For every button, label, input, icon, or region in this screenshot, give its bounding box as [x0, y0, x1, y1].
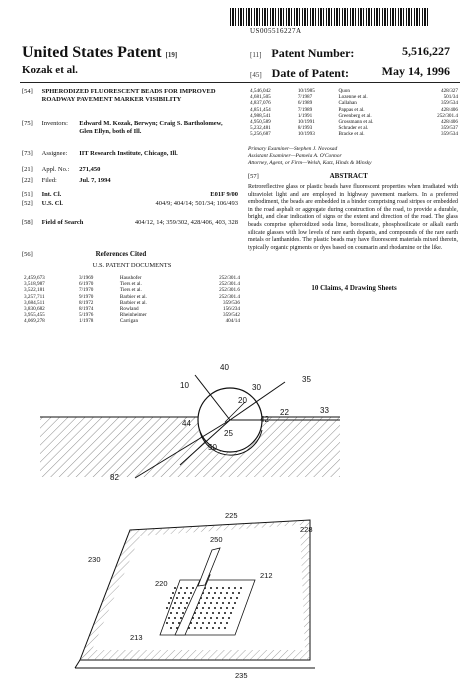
document-title [22, 44, 177, 62]
figure-2-label: 235 [235, 671, 248, 680]
ref-date: 3/1969 [78, 275, 94, 281]
bead-dot [168, 617, 170, 619]
bead-dot [180, 617, 182, 619]
figure-1-label: 42 [260, 415, 269, 424]
ref-patent-number: 4,546,042 [250, 88, 271, 94]
ref-date: 10/1985 [297, 88, 315, 94]
bead-dot [180, 602, 182, 604]
bead-dot [214, 622, 216, 624]
claims-summary: 10 Claims, 4 Drawing Sheets [311, 284, 397, 292]
bead-dot [178, 607, 180, 609]
bead-dot [222, 602, 224, 604]
bead-dot [208, 607, 210, 609]
bead-dot [208, 592, 210, 594]
ref-class: 428/406 [440, 119, 458, 126]
bead-dot [192, 587, 194, 589]
ref-date: 7/1989 [297, 106, 313, 113]
ref-date: 7/1987 [297, 94, 313, 101]
bead-dot [214, 607, 216, 609]
bead-dot [230, 612, 232, 614]
ref-date: 6/1970 [78, 281, 94, 288]
bead-dot [166, 622, 168, 624]
header-rule [20, 82, 460, 83]
references-table-left [22, 275, 242, 325]
field-22 [22, 177, 242, 185]
bead-dot [170, 597, 172, 599]
invention-title: SPHERODIZED FLUORESCENT BEADS FOR IMPROVED ROADWAY PAVEMENT MARKER VISIBILITY [41, 88, 216, 103]
ref-patent-number: 5,232,481 [250, 125, 271, 132]
bead-dot [210, 617, 212, 619]
ref-class: 252/301.4 [219, 293, 240, 300]
ref-inventor: Schrader et al. [338, 125, 369, 132]
bead-dot [204, 617, 206, 619]
ref-class: 428/327 [440, 88, 458, 94]
ref-class: 428/406 [440, 106, 458, 113]
patent-number-tag: [11] [250, 51, 262, 59]
field-of-search: 404/12, 14; 359/302, 428/406, 403, 328 [134, 219, 238, 226]
ref-inventor: Haushofer [119, 275, 142, 281]
bead-dot [190, 592, 192, 594]
bead-dot [184, 592, 186, 594]
bead-dot [216, 617, 218, 619]
ref-patent-number: 4,988,541 [250, 112, 271, 119]
bead-dot [214, 592, 216, 594]
figure-1-label: 82 [110, 473, 119, 482]
bead-dot [232, 607, 234, 609]
bead-dot [224, 612, 226, 614]
figure-1-label: 50 [208, 443, 217, 452]
ref-date: 7/1970 [78, 287, 94, 294]
assistant-examiner: Assistant Examiner—Pamela A. O'Connor [248, 153, 342, 159]
ref-date: 1/1978 [78, 318, 94, 325]
field-73 [22, 150, 242, 158]
ref-patent-number: 3,955,455 [24, 312, 45, 319]
ref-inventor: Barbier et al. [119, 293, 147, 300]
inventors: Edward M. Kozak, Berwyn; Craig S. Bartholomew, Glen Ellyn, both of Ill. [79, 120, 223, 135]
bead-dot [216, 602, 218, 604]
bead-dot [234, 602, 236, 604]
bead-dot [224, 597, 226, 599]
field-52 [22, 200, 242, 208]
bead-dot [188, 597, 190, 599]
ref-class: 252/301.4 [437, 112, 458, 119]
figure-2-label: 220 [155, 579, 168, 588]
ref-class: 359/536 [222, 299, 240, 306]
bead-dot [206, 597, 208, 599]
filed-date: Jul. 7, 1994 [79, 177, 111, 184]
bead-dot [226, 607, 228, 609]
bead-dot [180, 587, 182, 589]
field-58-num: [58] [22, 219, 33, 226]
ref-patent-number: 5,256,687 [250, 131, 271, 138]
bead-dot [228, 602, 230, 604]
bead-dot [202, 607, 204, 609]
field-51-num: [51] [22, 191, 33, 198]
ref-date: 5/1976 [78, 312, 94, 319]
bead-dot [174, 587, 176, 589]
ref-patent-number: 3,684,511 [24, 299, 45, 306]
bead-dot [216, 587, 218, 589]
bead-dot [220, 592, 222, 594]
ref-class: 252/301.4 [219, 281, 240, 288]
us-patent-documents-title: U.S. PATENT DOCUMENTS [92, 262, 172, 269]
bead-dot [170, 612, 172, 614]
bead-dot [184, 607, 186, 609]
ref-class: 252/301.6 [219, 287, 240, 294]
ref-inventor: Tiers et al. [119, 281, 142, 288]
ref-class: 404/14 [225, 318, 240, 325]
figure-2 [60, 510, 380, 680]
bead-dot [176, 597, 178, 599]
figure-2-label: 225 [225, 511, 238, 520]
bead-dot [200, 612, 202, 614]
bead-dot [186, 587, 188, 589]
bead-dot [174, 617, 176, 619]
bead-dot [210, 602, 212, 604]
abstract-header [248, 172, 460, 181]
bead-dot [240, 587, 242, 589]
bead-dot [234, 587, 236, 589]
bead-dot [218, 612, 220, 614]
bead-dot [224, 627, 226, 629]
bead-dot [206, 627, 208, 629]
ref-patent-number: 4,681,505 [250, 94, 271, 101]
field-52-num: [52] [22, 200, 33, 207]
bead-dot [212, 612, 214, 614]
ref-inventor: Barbier et al. [119, 299, 147, 306]
filed-label: Filed: [41, 177, 57, 184]
abstract-text: Retroreflective glass or plastic beads have fluorescent properties when irradiated with ultraviolet light and are employed in highway pavement markers. In a preferred embodiment, the beads are embedded in a binder comprising road stripes or embedded in the road asphalt or aggregate during construction of the road, to provide a durable, bright, and clear indication of signs or the extent and direction of the road. The glass beads comprise spheroidized soda lime, borosilicate, phosphosilicate or alkali earth silicate glasses with low levels of rare earth dopants, and compounds of the rare earth metals or lanthanides. The plastic beads may have fluorescent materials mixed therein, typically organic pigments or dyes based on coumarin and rhodamine or the like. [248, 184, 458, 251]
ref-date: 9/1970 [78, 293, 94, 300]
ref-patent-number: 3,518,987 [24, 281, 45, 288]
barcode [230, 8, 430, 26]
field-73-num: [73] [22, 150, 33, 157]
appl-no: 271,450 [79, 166, 101, 173]
bead-dot [178, 592, 180, 594]
ref-inventor: Rowland [119, 306, 139, 313]
bead-dot [218, 597, 220, 599]
bead-dot [196, 622, 198, 624]
figure-1-label: 30 [252, 383, 261, 392]
bead-dot [226, 622, 228, 624]
figure-2-label: 213 [130, 633, 143, 642]
ref-inventor: Bracke et al. [338, 131, 365, 138]
ref-patent-number: 4,950,589 [250, 119, 271, 126]
ref-inventor: Quon [338, 88, 350, 94]
bead-dot [222, 587, 224, 589]
ref-inventor: Grossmann et al. [338, 119, 374, 126]
bead-dot [182, 612, 184, 614]
ref-date: 8/1993 [297, 125, 313, 132]
bead-dot [222, 617, 224, 619]
bead-dot [212, 597, 214, 599]
bead-dot [194, 627, 196, 629]
references-table-right [248, 88, 460, 138]
ref-patent-number: 4,837,076 [250, 100, 271, 107]
abstract-num: [57] [248, 173, 259, 180]
figure-1 [40, 360, 440, 495]
patent-date: May 14, 1996 [381, 64, 450, 78]
us-cl: 404/9; 404/14; 501/34; 106/493 [155, 200, 238, 207]
ref-date: 6/1989 [297, 100, 313, 107]
ref-patent-number: 3,830,682 [24, 306, 45, 313]
inventors-label: Inventors: [41, 120, 68, 127]
reference-row [22, 318, 242, 324]
bottom-hatch [80, 650, 310, 660]
bead-dot [166, 607, 168, 609]
bead-dot [176, 612, 178, 614]
ref-class: 359/537 [440, 125, 458, 132]
bead-dot [218, 627, 220, 629]
figure-1-label: 35 [302, 375, 311, 384]
bead-dot [220, 622, 222, 624]
figure-2-label: 228 [300, 525, 313, 534]
bead-dot [210, 587, 212, 589]
bead-dot [208, 622, 210, 624]
primary-examiner: Primary Examiner—Stephen J. Novosad [248, 146, 338, 152]
ref-date: 8/1974 [78, 306, 94, 313]
ref-class: 252/301.4 [219, 275, 240, 281]
ref-patent-number: 2,459,673 [24, 275, 45, 281]
ref-class: 359/534 [440, 100, 458, 107]
field-75 [22, 120, 242, 136]
figure-1-label: 20 [238, 396, 247, 405]
bead-dot [204, 602, 206, 604]
barcode-number: US005516227A [250, 27, 302, 35]
figure-1-label: 25 [224, 429, 233, 438]
bead-dot [186, 602, 188, 604]
bead-dot [236, 597, 238, 599]
ref-inventor: Lozenne et al. [338, 94, 368, 101]
bead-dot [228, 587, 230, 589]
ref-date: 10/1993 [297, 131, 315, 138]
bead-dot [200, 627, 202, 629]
bead-dot [170, 627, 172, 629]
us-cl-label: U.S. Cl. [41, 200, 63, 207]
field-58 [22, 219, 242, 227]
assignee-label: Assignee: [41, 150, 68, 157]
references-header [22, 250, 242, 259]
figure-1-label: 22 [280, 408, 289, 417]
references-title: References Cited [95, 250, 147, 258]
bead-dot [198, 617, 200, 619]
bead-dot [174, 602, 176, 604]
figure-2-label: 230 [88, 555, 101, 564]
ref-class: 359/534 [440, 131, 458, 138]
figure-1-label: 33 [320, 406, 329, 415]
bead-dot [172, 607, 174, 609]
base-left-edge [75, 660, 80, 668]
field-21-num: [21] [22, 166, 33, 173]
bead-dot [220, 607, 222, 609]
bead-dot [172, 592, 174, 594]
bead-dot [168, 602, 170, 604]
bead-dot [238, 592, 240, 594]
figure-2-label: 212 [260, 571, 273, 580]
ref-inventor: Pappas et al. [338, 106, 365, 113]
authors: Kozak et al. [22, 64, 78, 76]
assignee: IIT Research Institute, Chicago, Ill. [79, 150, 178, 157]
bead-dot [232, 592, 234, 594]
int-cl-label: Int. Cl. [41, 191, 62, 198]
bead-dot [228, 617, 230, 619]
field-51 [22, 191, 242, 199]
field-22-num: [22] [22, 177, 33, 184]
title-tag: [19] [165, 51, 178, 59]
figure-1-label: 44 [182, 419, 191, 428]
ref-inventor: Rheinheimer [119, 312, 147, 319]
ref-class: 156/234 [222, 306, 240, 313]
field-21 [22, 166, 242, 174]
reference-row [248, 131, 460, 137]
patent-number-label: Patent Number: [271, 46, 355, 60]
bead-dot [172, 622, 174, 624]
ref-inventor: Callahan [338, 100, 357, 107]
bead-dot [182, 597, 184, 599]
ref-date: 10/1991 [297, 119, 315, 126]
ref-patent-number: 3,257,711 [24, 293, 45, 300]
ref-patent-number: 3,522,181 [24, 287, 45, 294]
field-54 [22, 88, 242, 104]
field-75-num: [75] [22, 120, 33, 127]
bead-dot [212, 627, 214, 629]
ref-inventor: Carrigan [119, 318, 139, 325]
figure-1-label: 10 [180, 381, 189, 390]
attorney: Attorney, Agent, or Firm—Welsh, Katz, Hinds & Minsky [248, 160, 372, 166]
bead-dot [226, 592, 228, 594]
bead-dot [230, 597, 232, 599]
ref-date: 1/1991 [297, 112, 313, 119]
examiners [248, 146, 460, 167]
figure-1-label: 40 [220, 363, 229, 372]
ref-class: 359/542 [222, 312, 240, 319]
patent-number: 5,516,227 [402, 44, 450, 58]
figure-2-label: 250 [210, 535, 223, 544]
references-num: [56] [22, 251, 33, 258]
ref-patent-number: 4,851,454 [250, 106, 271, 113]
abstract-title: ABSTRACT [329, 172, 368, 180]
field-of-search-label: Field of Search [41, 219, 84, 226]
ref-patent-number: 4,069,278 [24, 318, 45, 325]
ref-class: 501/34 [443, 94, 458, 101]
bead-dot [202, 622, 204, 624]
patent-date-label: Date of Patent: [271, 66, 349, 80]
int-cl: E01F 9/00 [210, 191, 238, 198]
ref-date: 8/1972 [78, 299, 94, 306]
field-54-num: [54] [22, 88, 33, 95]
document-title-text: United States Patent [22, 44, 162, 61]
patent-date-tag: [45] [250, 71, 262, 79]
ref-inventor: Greenberg et al. [338, 112, 372, 119]
ref-inventor: Tiers et al. [119, 287, 142, 294]
patent-date-line [250, 64, 460, 82]
bead-dot [206, 612, 208, 614]
appl-no-label: Appl. No.: [41, 166, 70, 173]
patent-number-line [250, 44, 460, 62]
